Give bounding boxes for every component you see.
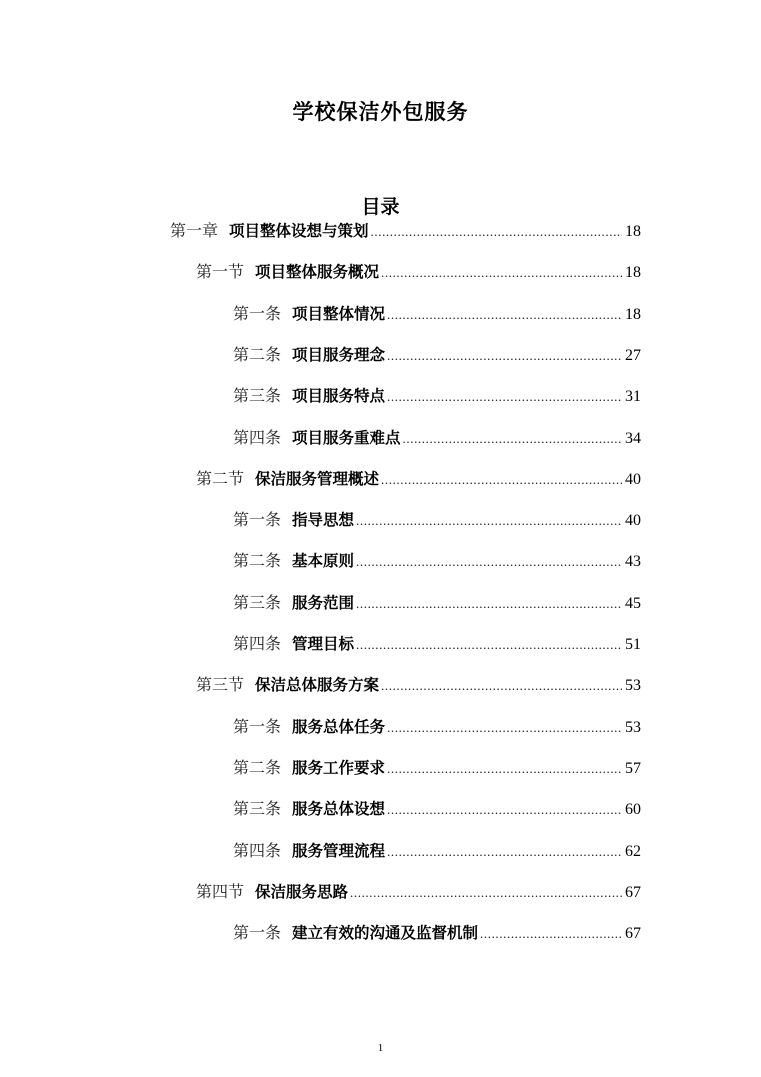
toc-entry-label: 第一条 xyxy=(233,923,282,943)
toc-dot-leader xyxy=(381,469,622,491)
toc-entry-page: 27 xyxy=(625,346,641,364)
toc-entry-page: 53 xyxy=(625,718,641,736)
toc-dot-leader xyxy=(387,799,622,821)
toc-heading: 目录 xyxy=(361,196,400,218)
toc-entry-title: 保洁服务思路 xyxy=(255,882,349,901)
toc-entry-page: 40 xyxy=(625,512,641,530)
page-number: 1 xyxy=(377,1042,384,1054)
toc-dot-leader xyxy=(387,304,622,326)
toc-entry[interactable] xyxy=(233,757,641,779)
toc-entry-page: 18 xyxy=(625,264,641,282)
toc-entry[interactable] xyxy=(233,427,641,449)
toc-entry[interactable] xyxy=(196,468,641,490)
toc-dot-leader xyxy=(356,551,622,573)
toc-entry[interactable] xyxy=(196,261,641,283)
toc-dot-leader xyxy=(387,758,622,780)
toc-entry-page: 67 xyxy=(625,925,641,943)
toc-dot-leader xyxy=(387,841,622,863)
toc-entry[interactable] xyxy=(233,633,641,655)
toc-entry-page: 45 xyxy=(625,594,641,612)
toc-entry-label: 第二节 xyxy=(196,468,245,488)
toc-entry-title: 项目服务特点 xyxy=(292,387,386,406)
toc-entry-label: 第四条 xyxy=(233,427,282,447)
toc-entry-page: 53 xyxy=(625,677,641,695)
toc-entry-label: 第四条 xyxy=(233,840,282,860)
document-title: 学校保洁外包服务 xyxy=(292,100,469,124)
toc-entry-title: 服务总体设想 xyxy=(292,800,386,819)
toc-entry-title: 项目服务理念 xyxy=(292,345,386,364)
toc-entry-label: 第二条 xyxy=(233,551,282,571)
toc-dot-leader xyxy=(371,221,622,243)
toc-entry[interactable] xyxy=(233,385,641,407)
toc-entry[interactable] xyxy=(233,840,641,862)
toc-entry[interactable] xyxy=(233,303,641,325)
toc-dot-leader xyxy=(387,717,622,739)
toc-entry-title: 保洁总体服务方案 xyxy=(255,676,380,695)
toc-entry-label: 第三节 xyxy=(196,675,245,695)
toc-dot-leader xyxy=(387,386,622,408)
toc-dot-leader xyxy=(381,675,622,697)
toc-entry-page: 43 xyxy=(625,553,641,571)
toc-dot-leader xyxy=(356,634,622,656)
toc-entry[interactable] xyxy=(196,881,641,903)
toc-entry[interactable] xyxy=(196,674,641,696)
toc-entry-page: 62 xyxy=(625,842,641,860)
toc-entry[interactable] xyxy=(233,550,641,572)
toc-entry-label: 第一章 xyxy=(170,221,219,240)
toc-entry-title: 保洁服务管理概述 xyxy=(255,469,380,488)
toc-entry[interactable] xyxy=(233,922,641,944)
toc-entry-label: 第一条 xyxy=(233,716,282,736)
toc-entry[interactable] xyxy=(233,798,641,820)
toc-entry-page: 51 xyxy=(625,636,641,653)
toc-entry-page: 40 xyxy=(625,470,641,488)
toc-entry-title: 项目整体服务概况 xyxy=(255,263,380,282)
toc-entry[interactable] xyxy=(233,716,641,738)
toc-dot-leader xyxy=(381,262,622,284)
toc-entry-title: 指导思想 xyxy=(292,511,355,530)
toc-dot-leader xyxy=(480,923,622,945)
toc-entry-page: 18 xyxy=(625,223,641,240)
toc-entry[interactable] xyxy=(233,344,641,366)
toc-entry[interactable] xyxy=(170,220,641,242)
toc-entry-title: 项目服务重难点 xyxy=(292,428,401,447)
toc-entry-label: 第三条 xyxy=(233,592,282,612)
toc-dot-leader xyxy=(387,345,622,367)
toc-entry-label: 第二条 xyxy=(233,344,282,364)
toc-entry-label: 第一条 xyxy=(233,303,282,323)
toc-entry[interactable] xyxy=(233,509,641,531)
toc-entry-title: 项目整体设想与策划 xyxy=(229,222,369,240)
toc-dot-leader xyxy=(356,593,622,615)
toc-entry-label: 第一节 xyxy=(196,262,245,282)
toc-dot-leader xyxy=(350,882,622,904)
toc-entry-title: 服务管理流程 xyxy=(292,841,386,860)
toc-entry-label: 第一条 xyxy=(233,510,282,530)
toc-entry-page: 34 xyxy=(625,429,641,447)
toc-entry-title: 服务总体任务 xyxy=(292,717,386,736)
toc-entry-title: 项目整体情况 xyxy=(292,304,386,323)
toc-entry-label: 第四节 xyxy=(196,881,245,901)
toc-dot-leader xyxy=(356,510,622,532)
toc-entry-label: 第二条 xyxy=(233,757,282,777)
toc-entry-page: 60 xyxy=(625,801,641,819)
toc-entry-label: 第三条 xyxy=(233,386,282,406)
toc-entry-title: 服务范围 xyxy=(292,593,355,612)
toc-entry-label: 第四条 xyxy=(233,634,282,653)
toc-entry-page: 18 xyxy=(625,305,641,323)
toc-entry[interactable] xyxy=(233,592,641,614)
toc-entry-page: 67 xyxy=(625,883,641,901)
toc-entry-title: 管理目标 xyxy=(292,635,355,653)
toc-entry-title: 基本原则 xyxy=(292,552,355,571)
toc-entry-page: 31 xyxy=(625,388,641,406)
toc-dot-leader xyxy=(403,428,622,450)
toc-entry-label: 第三条 xyxy=(233,799,282,819)
toc-entry-page: 57 xyxy=(625,759,641,777)
toc-entry-title: 建立有效的沟通及监督机制 xyxy=(292,924,479,943)
toc-entry-title: 服务工作要求 xyxy=(292,758,386,777)
